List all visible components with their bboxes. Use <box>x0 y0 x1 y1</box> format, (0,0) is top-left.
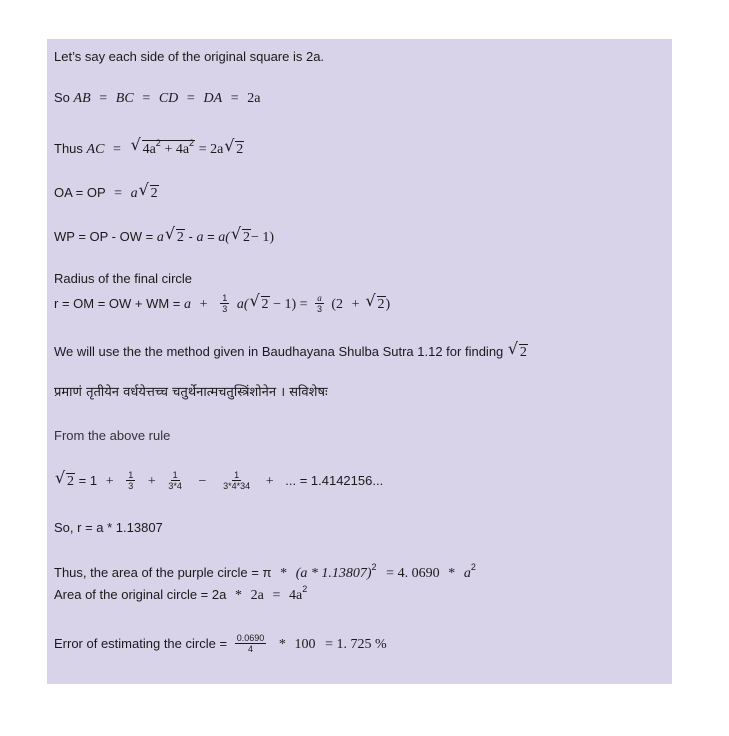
original-area-c: 4a <box>288 588 303 603</box>
side-ab: AB <box>73 91 91 106</box>
series-plus-1: + <box>105 473 114 489</box>
original-area-b: 2a <box>250 588 264 603</box>
line-radius-formula <box>54 290 391 315</box>
error-result: = 1. 725 % <box>325 636 387 652</box>
purple-area-mul-2: * <box>448 566 456 581</box>
eq-4: = <box>230 91 239 106</box>
line-oa-op <box>54 180 159 202</box>
content-panel <box>47 39 672 684</box>
eq-1: = <box>99 91 108 106</box>
eq-2: = <box>142 91 151 106</box>
radius-plus-2: + <box>351 296 360 312</box>
line-purple-area <box>54 561 476 582</box>
wp-eq: = <box>207 229 215 244</box>
wp-tail: − 1) <box>250 230 275 245</box>
series-radical: √ 2 <box>55 467 74 489</box>
oa-op-a: a <box>130 186 138 201</box>
radius-plus: + <box>199 296 208 312</box>
purple-area-mul: * <box>280 566 288 581</box>
line-side-definition <box>54 49 324 65</box>
diagonal-result: = 2a <box>198 142 224 157</box>
from-rule-text: From the above rule <box>54 428 171 443</box>
radius-paren: (2 <box>331 296 343 312</box>
side-bc: BC <box>115 91 134 106</box>
wp-radical: √ 2 <box>164 224 184 245</box>
series-frac-3: $\frac{1}{3*4*34}$ <box>223 470 251 491</box>
diagonal-eq: = <box>113 142 121 157</box>
line-radius-heading <box>54 271 192 287</box>
purple-area-exp: 2 <box>371 561 377 572</box>
radius-frac-2: $\frac{a}{3}$ <box>316 293 322 314</box>
eq-3: = <box>186 91 195 106</box>
r-value-text: So, r = a * 1.13807 <box>54 520 163 535</box>
original-area-exp: 2 <box>302 583 308 594</box>
radius-frac-1: $\frac{1}{3}$ <box>222 293 228 314</box>
sanskrit-rule: प्रमाणं तृतीयेन वर्धयेत्तच्च चतुर्थेनात्मचतुस्त्रिंशोनेन । सविशेषः <box>54 385 328 400</box>
wp-a2: a <box>196 230 204 245</box>
series-minus: − <box>198 473 207 489</box>
error-eq: = <box>219 635 228 651</box>
purple-area-a: a <box>463 566 471 581</box>
radius-radical-2: √ 2 <box>365 290 385 312</box>
side-cd: CD <box>158 91 179 106</box>
side-da: DA <box>203 91 223 106</box>
diagonal-prefix: Thus <box>54 141 83 156</box>
rad-term-2: + 4a <box>164 142 190 157</box>
method-text: We will use the the method given in Baudhayana Shulba Sutra 1.12 for finding <box>54 344 504 359</box>
error-mul: * <box>278 636 286 652</box>
radius-a: a <box>184 296 192 312</box>
error-text: Error of estimating the circle <box>54 635 216 651</box>
wp-minus: - <box>188 229 193 244</box>
line-method <box>54 339 528 360</box>
wp-a: a <box>156 230 164 245</box>
radius-a2: a( <box>236 296 249 312</box>
line-from-rule <box>54 428 170 444</box>
series-plus-3: + <box>265 473 274 489</box>
original-area-eq: = <box>272 588 281 603</box>
diagonal-ac: AC <box>86 142 105 157</box>
rad-exp-1: 2 <box>155 137 161 148</box>
sides-prefix: So <box>54 90 70 105</box>
purple-area-text: Thus, the area of the purple circle = π <box>54 565 272 580</box>
rad-term-1: 4a <box>142 142 156 157</box>
line-sides-equal <box>54 90 261 107</box>
method-radical: √ 2 <box>507 339 527 360</box>
radius-close: ) <box>385 296 391 312</box>
purple-area-paren: (a * 1.13807) <box>295 566 372 581</box>
oa-op-text: OA = OP <box>54 185 106 200</box>
rad-exp-2: 2 <box>189 137 195 148</box>
series-frac-1: $\frac{1}{3}$ <box>128 470 134 491</box>
side-value: 2a <box>247 91 261 106</box>
line-series <box>54 467 384 492</box>
side-definition-text: Let’s say each side of the original square is 2a. <box>54 49 325 64</box>
line-error <box>54 634 387 655</box>
series-frac-2: $\frac{1}{3*4}$ <box>168 470 182 491</box>
radius-radical: √ 2 <box>249 290 269 312</box>
oa-op-eq: = <box>114 186 122 201</box>
wp-text: WP = OP - OW = <box>54 229 154 244</box>
line-original-area <box>54 583 308 604</box>
diagonal-result-radical: √ 2 <box>224 136 244 157</box>
radius-heading: Radius of the final circle <box>54 271 193 286</box>
error-hundred: 100 <box>294 636 316 652</box>
line-wp <box>54 224 275 246</box>
purple-area-result: = 4. 0690 <box>386 566 440 581</box>
line-r-value <box>54 520 163 536</box>
purple-area-exp-2: 2 <box>470 561 476 572</box>
line-diagonal <box>54 135 244 158</box>
oa-op-radical: √ 2 <box>138 180 158 201</box>
wp-a3: a( <box>218 230 230 245</box>
radius-tail: − 1) = <box>273 296 308 312</box>
series-plus-2: + <box>147 473 156 489</box>
original-area-mul: * <box>234 588 242 603</box>
diagonal-radical: √ $4a^2 + 4a^2$ <box>130 135 195 157</box>
series-eq: = 1 <box>78 472 98 488</box>
original-area-text: Area of the original circle = 2a <box>54 587 227 602</box>
error-frac: $\frac{0.0690}{4}$ <box>236 633 265 654</box>
wp-radical-2: √ 2 <box>230 224 250 245</box>
line-sanskrit-rule <box>54 385 328 401</box>
series-tail: ... = 1.4142156... <box>285 472 384 488</box>
radius-text: r = OM = OW + WM = <box>54 295 181 311</box>
